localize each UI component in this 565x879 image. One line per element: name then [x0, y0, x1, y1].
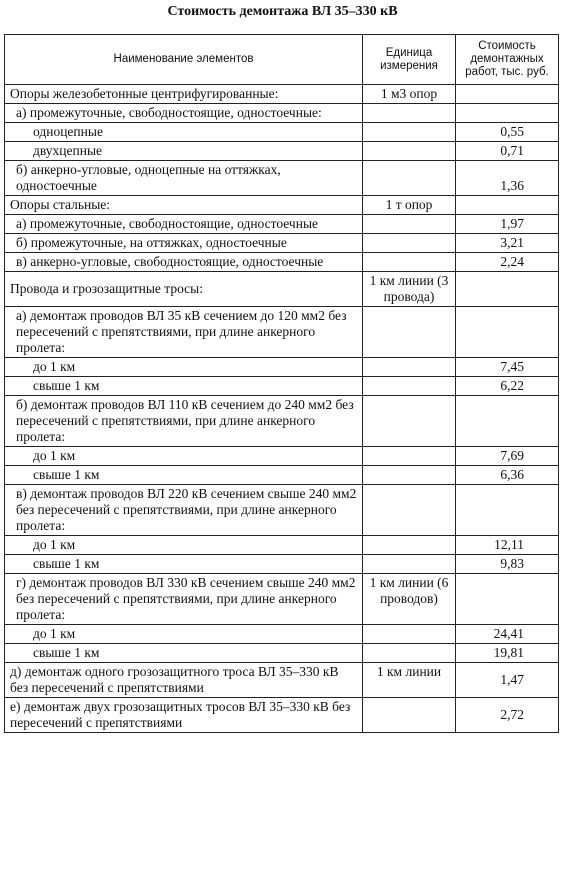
row-name: до 1 км — [5, 358, 363, 377]
table-row — [5, 234, 559, 253]
table-row — [5, 396, 559, 447]
table-row — [5, 377, 559, 396]
row-name: свыше 1 км — [5, 377, 363, 396]
row-value: 0,71 — [456, 142, 559, 161]
row-name: б) анкерно-угловые, одноцепные на оттяжках, одностоечные — [5, 161, 363, 196]
row-name: г) демонтаж проводов ВЛ 330 кВ сечением свыше 240 мм2 без пересечений с препятствиями, при длине анкерного пролета: — [5, 574, 363, 625]
table-row — [5, 307, 559, 358]
table-row — [5, 215, 559, 234]
row-name: Опоры железобетонные центрифугированные: — [5, 85, 363, 104]
row-name: до 1 км — [5, 625, 363, 644]
row-unit — [363, 253, 456, 272]
row-value: 2,72 — [456, 698, 559, 733]
page-title: Стоимость демонтажа ВЛ 35–330 кВ — [167, 4, 398, 19]
row-unit — [363, 307, 456, 358]
row-value: 7,45 — [456, 358, 559, 377]
table-row — [5, 466, 559, 485]
row-unit — [363, 104, 456, 123]
row-name: е) демонтаж двух грозозащитных тросов ВЛ 35–330 кВ без пересечений с препятствиями — [5, 698, 363, 733]
row-unit: 1 км линии — [363, 663, 456, 698]
row-name: б) промежуточные, на оттяжках, одностоечные — [5, 234, 363, 253]
row-value: 19,81 — [456, 644, 559, 663]
row-unit — [363, 396, 456, 447]
row-unit: 1 м3 опор — [363, 85, 456, 104]
table-row — [5, 272, 559, 307]
row-value — [456, 104, 559, 123]
row-name: Провода и грозозащитные тросы: — [5, 272, 363, 307]
row-name: а) демонтаж проводов ВЛ 35 кВ сечением до 120 мм2 без пересечений с препятствиями, при длине анкерного пролета: — [5, 307, 363, 358]
table-row — [5, 625, 559, 644]
row-name: двухцепные — [5, 142, 363, 161]
row-unit: 1 т опор — [363, 196, 456, 215]
row-name: б) демонтаж проводов ВЛ 110 кВ сечением до 240 мм2 без пересечений с препятствиями, при длине анкерного пролета: — [5, 396, 363, 447]
header-name: Наименование элементов — [5, 35, 363, 85]
row-value: 1,36 — [456, 161, 559, 196]
row-value — [456, 272, 559, 307]
table-row — [5, 485, 559, 536]
row-name: одноцепные — [5, 123, 363, 142]
table-row — [5, 142, 559, 161]
table-row — [5, 574, 559, 625]
table-row — [5, 123, 559, 142]
row-unit — [363, 161, 456, 196]
table-row — [5, 536, 559, 555]
row-value — [456, 85, 559, 104]
header-cost: Стоимость демонтажных работ, тыс. руб. — [456, 35, 559, 85]
row-unit — [363, 555, 456, 574]
row-unit — [363, 536, 456, 555]
table-row — [5, 161, 559, 196]
row-unit — [363, 123, 456, 142]
row-value — [456, 574, 559, 625]
row-name: а) промежуточные, свободностоящие, одностоечные — [5, 215, 363, 234]
row-unit — [363, 215, 456, 234]
header-unit: Единица измерения — [363, 35, 456, 85]
table-row — [5, 85, 559, 104]
row-name: в) демонтаж проводов ВЛ 220 кВ сечением свыше 240 мм2 без пересечений с препятствиями, при длине анкерного пролета: — [5, 485, 363, 536]
row-value — [456, 485, 559, 536]
row-value: 6,36 — [456, 466, 559, 485]
table-row — [5, 644, 559, 663]
row-value: 3,21 — [456, 234, 559, 253]
row-unit — [363, 234, 456, 253]
row-value: 1,97 — [456, 215, 559, 234]
row-name: в) анкерно-угловые, свободностоящие, одностоечные — [5, 253, 363, 272]
row-unit: 1 км линии (3 провода) — [363, 272, 456, 307]
row-value: 0,55 — [456, 123, 559, 142]
row-value: 6,22 — [456, 377, 559, 396]
row-unit — [363, 644, 456, 663]
row-value — [456, 196, 559, 215]
row-name: свыше 1 км — [5, 644, 363, 663]
table-row — [5, 698, 559, 733]
row-value — [456, 396, 559, 447]
row-value: 7,69 — [456, 447, 559, 466]
row-unit — [363, 142, 456, 161]
table-header-row — [5, 35, 559, 85]
row-unit — [363, 377, 456, 396]
row-value: 1,47 — [456, 663, 559, 698]
row-value: 24,41 — [456, 625, 559, 644]
row-unit — [363, 698, 456, 733]
row-value: 2,24 — [456, 253, 559, 272]
table-row — [5, 358, 559, 377]
row-name: Опоры стальные: — [5, 196, 363, 215]
table-row — [5, 663, 559, 698]
row-name: а) промежуточные, свободностоящие, одностоечные: — [5, 104, 363, 123]
table-row — [5, 253, 559, 272]
row-unit — [363, 625, 456, 644]
table-row — [5, 555, 559, 574]
row-unit — [363, 466, 456, 485]
row-name: до 1 км — [5, 536, 363, 555]
row-unit — [363, 358, 456, 377]
row-unit — [363, 447, 456, 466]
row-name: д) демонтаж одного грозозащитного троса ВЛ 35–330 кВ без пересечений с препятствиями — [5, 663, 363, 698]
row-unit: 1 км линии (6 проводов) — [363, 574, 456, 625]
table-row — [5, 196, 559, 215]
row-value: 12,11 — [456, 536, 559, 555]
table-row — [5, 447, 559, 466]
table-row — [5, 104, 559, 123]
row-value: 9,83 — [456, 555, 559, 574]
row-name: до 1 км — [5, 447, 363, 466]
row-value — [456, 307, 559, 358]
row-unit — [363, 485, 456, 536]
row-name: свыше 1 км — [5, 555, 363, 574]
cost-table — [4, 34, 559, 733]
row-name: свыше 1 км — [5, 466, 363, 485]
